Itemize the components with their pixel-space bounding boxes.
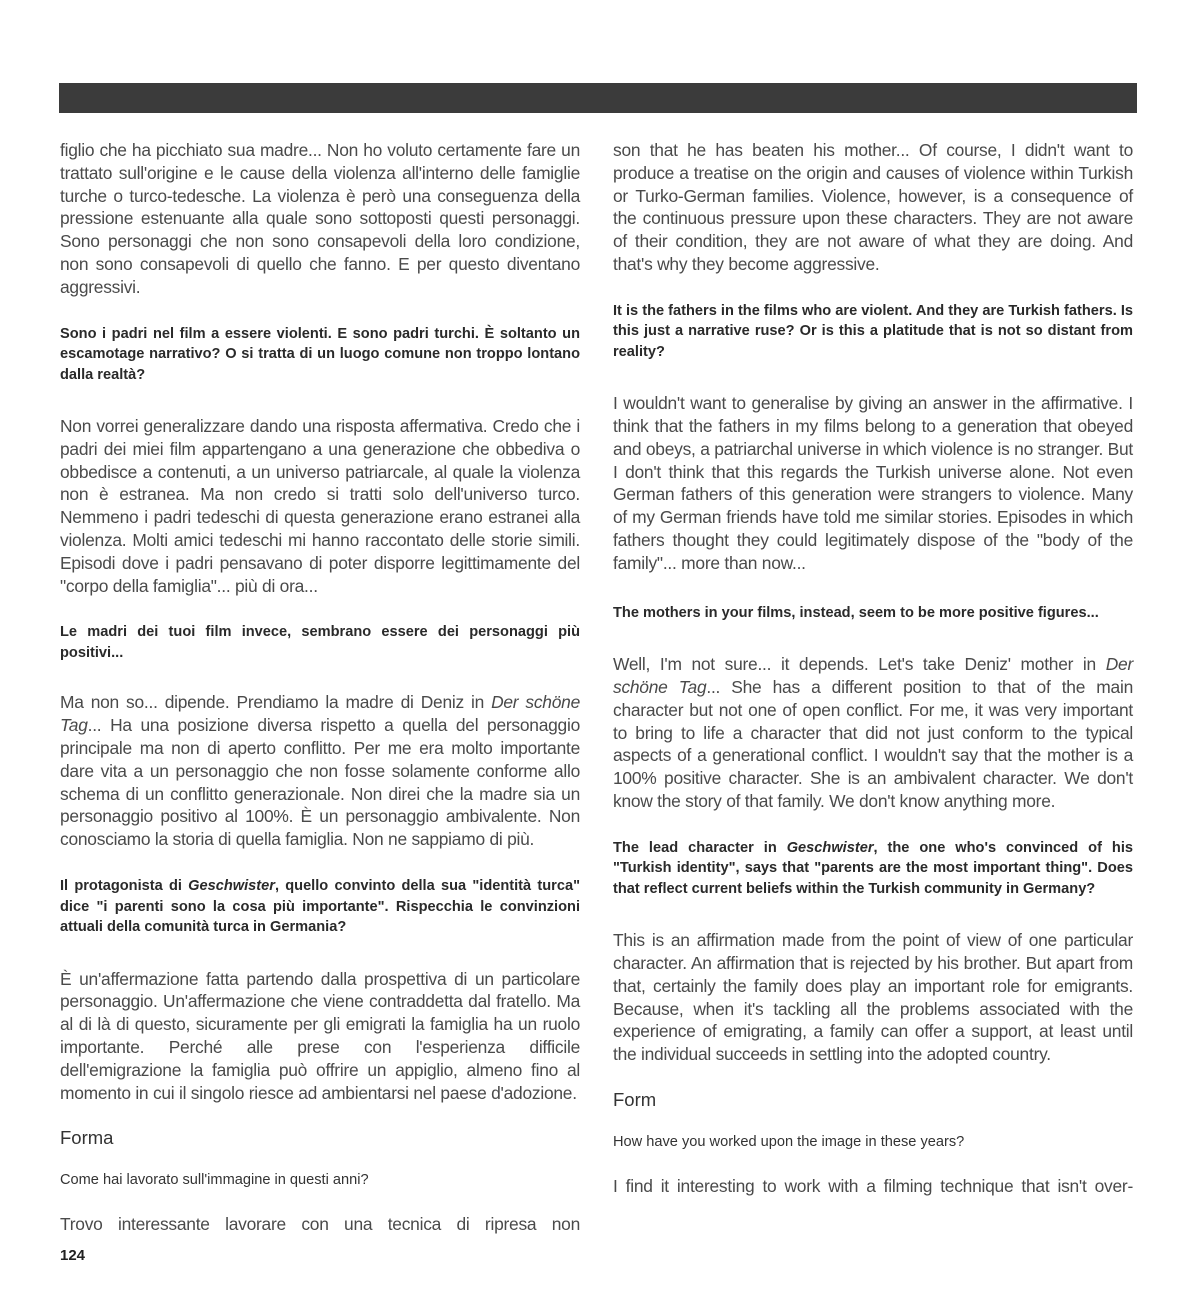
question: Sono i padri nel film a essere violenti. E sono padri turchi. È soltanto un escamotage narrativo? O si tratta di un luogo comune non troppo lontano dalla realtà?: [60, 325, 580, 383]
answer-paragraph: I wouldn't want to generalise by giving an answer in the affirmative. I think that the fathers in my films belong to a generation that obeyed and obeys, a patriarchal universe in which violence is no stranger. But I don't think that this regards the Turkish universe alone. Not even German fathers of this generation were strangers to violence. Many of my German friends have told me similar stories. Episodes in which fathers thought they could legitimately dispose of the "body of the family"... more than now...: [613, 393, 1133, 573]
italian-column: [60, 139, 580, 1236]
question-text: , quello convinto della sua "identità turca" dice "i parenti sono la cosa più importante". Rispecchia le convinzioni attuali della comunità turca in Germania?: [60, 878, 580, 936]
section-heading: Forma: [60, 1127, 114, 1149]
question: It is the fathers in the films who are violent. And they are Turkish fathers. Is this just a narrative ruse? Or is this a platitude that is not so distant from reality?: [613, 302, 1133, 360]
answer-paragraph: figlio che ha picchiato sua madre... Non ho voluto certamente fare un trattato sull'origine e le cause della violenza all'interno delle famiglie turche o turco-tedesche. La violenza è però una conseguenza della pressione estenuante alla quale sono sottoposti questi personaggi. Sono personaggi che non sono consapevoli della loro condizione, non sono consapevoli di quello che fanno. E per questo diventano aggressivi.: [60, 140, 580, 297]
answer-paragraph: son that he has beaten his mother... Of course, I didn't want to produce a treatise on the origin and causes of violence within Turkish or Turko-German families. Violence, however, is a consequence of the continuous pressure upon these characters. They are not aware of their condition, they are not aware of what they are doing. And that's why they become aggressive.: [613, 140, 1133, 274]
question: The mothers in your films, instead, seem to be more positive figures...: [613, 604, 1099, 621]
question: [613, 838, 1133, 900]
question-text: The lead character in: [613, 839, 787, 856]
question-text: Il protagonista di: [60, 878, 189, 895]
paragraph-text: Well, I'm not sure... it depends. Let's take Deniz' mother in: [613, 654, 1106, 675]
film-title: Der schöne Tag: [613, 654, 1133, 697]
answer-paragraph: I find it interesting to work with a filming technique that isn't over-: [613, 1175, 1133, 1196]
film-title: Geschwister: [786, 839, 874, 856]
question: [60, 876, 580, 938]
film-title: Geschwister: [188, 878, 275, 895]
question-text: , the one who's convinced of his "Turkish identity", says that "parents are the most important thing". Does that reflect current beliefs within the Turkish community in Germany?: [613, 839, 1133, 897]
answer-paragraph: This is an affirmation made from the point of view of one particular character. An affirmation that is rejected by his brother. But apart from that, certainly the family does play an important role for emigrants. Because, when it's tackling all the problems associated with the experience of emigrating, a family can offer a support, at least until the individual succeeds in settling into the adopted country.: [613, 930, 1133, 1065]
paragraph-text: ... Ha una posizione diversa rispetto a quella del personaggio principale ma non di aperto conflitto. Per me era molto importante dare vita a un personaggio che non fosse solamente conforme allo schema di un conflitto generazionale. Non direi che la madre sia un personaggio positivo al 100%. È un personaggio ambivalente. Non conosciamo la storia di quella famiglia. Non ne sappiamo di più.: [60, 715, 580, 850]
paragraph-text: ... She has a different position to that of the main character but not one of open conflict. For me, it was very important to bring to life a character that did not just conform to the typical aspects of a generational conflict. I wouldn't say that the mother is a 100% positive character. She is an ambivalent character. We don't know the story of that family. We don't know anything more.: [613, 676, 1133, 811]
answer-paragraph: [613, 653, 1133, 813]
answer-paragraph: [60, 691, 580, 851]
question: Come hai lavorato sull'immagine in questi anni?: [60, 1172, 369, 1189]
film-title: Der schöne Tag: [60, 692, 580, 736]
answer-paragraph: Non vorrei generalizzare dando una risposta affermativa. Credo che i padri dei miei film appartengano a una generazione che obbediva o obbedisce a contenuti, a un universo patriarcale, al quale la violenza non è estranea. Ma non credo si tratti solo dell'universo turco. Nemmeno i padri tedeschi di questa generazione erano estranei alla violenza. Molti amici tedeschi mi hanno raccontato delle storie simili. Episodi dove i padri pensavano di poter disporre legittimamente del "corpo della famiglia"... più di ora...: [60, 416, 580, 596]
question: Le madri dei tuoi film invece, sembrano essere dei personaggi più positivi...: [60, 624, 580, 661]
paragraph-text: Ma non so... dipende. Prendiamo la madre di Deniz in: [60, 692, 492, 713]
answer-paragraph: Trovo interessante lavorare con una tecnica di ripresa non: [60, 1213, 580, 1234]
page-number: 124: [60, 1247, 86, 1264]
answer-paragraph: È un'affermazione fatta partendo dalla prospettiva di un particolare personaggio. Un'affermazione che viene contraddetta dal fratello. Ma al di là di questo, sicuramente per gli emigrati la famiglia ha un ruolo importante. Perché alle prese con l'esperienza difficile dell'emigrazione la famiglia può offrire un appiglio, almeno fino al momento in cui il singolo riesce ad ambientarsi nel paese d'adozione.: [60, 968, 580, 1103]
section-heading: Form: [613, 1089, 657, 1111]
english-column: [613, 139, 1133, 1197]
header-bar: [59, 83, 1137, 113]
question: How have you worked upon the image in these years?: [613, 1134, 965, 1151]
